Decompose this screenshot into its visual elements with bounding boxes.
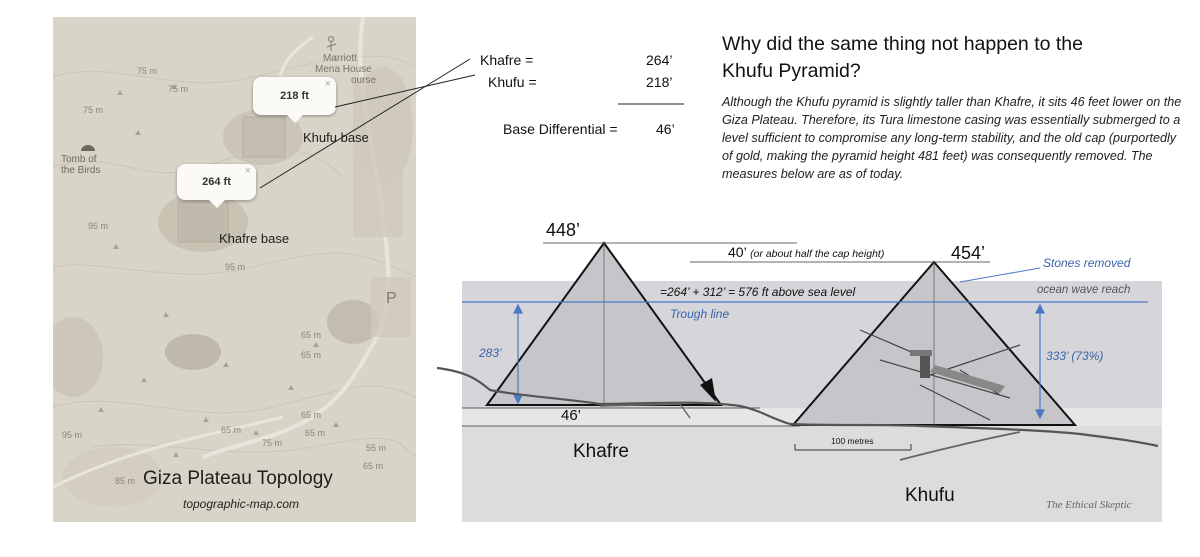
base-differential-label: Base Differential = xyxy=(503,121,618,137)
khufu-depth-label: 333’ (73%) xyxy=(1046,349,1104,363)
place-golf-course: ourse xyxy=(351,75,377,86)
contour-label: 85 m xyxy=(115,476,136,486)
contour-label: 65 m xyxy=(363,461,384,471)
scale-bar-label: 100 metres xyxy=(831,436,874,446)
place-marriott: Marriott xyxy=(323,53,357,64)
heading-line-2: Khufu Pyramid? xyxy=(722,60,861,82)
khafre-base-label: Khafre base xyxy=(219,231,290,246)
close-icon[interactable]: × xyxy=(244,165,251,177)
trough-line-label: Trough line xyxy=(670,307,730,321)
khufu-elevation-value: 218 ft xyxy=(280,90,309,102)
contour-label: 75 m xyxy=(168,84,189,94)
place-mena-house: Mena House xyxy=(315,64,372,75)
contour-label: 65 m xyxy=(221,425,242,435)
khafre-height-label: 448’ xyxy=(546,220,581,240)
contour-label: 65 m xyxy=(301,410,322,420)
khafre-elevation-value: 264 ft xyxy=(202,176,231,188)
khafre-equation-value: 264’ xyxy=(646,52,673,68)
contour-label: 55 m xyxy=(366,443,387,453)
contour-label: 65 m xyxy=(301,330,322,340)
author-signature: The Ethical Skeptic xyxy=(1046,499,1132,511)
kings-chamber xyxy=(920,356,930,378)
stones-removed-label: Stones removed xyxy=(1043,256,1131,270)
contour-label: 75 m xyxy=(83,105,104,115)
contour-label: 95 m xyxy=(62,430,83,440)
cap-difference-label xyxy=(728,244,884,260)
khufu-base-label: Khufu base xyxy=(303,130,369,145)
heading-line-1: Why did the same thing not happen to the xyxy=(722,33,1083,55)
sea-level-label: =264’ + 312’ = 576 ft above sea level xyxy=(660,285,856,299)
base-difference-label: 46’ xyxy=(561,407,582,424)
khufu-name-label: Khufu xyxy=(905,485,955,506)
cap-difference-value: 40’ xyxy=(728,244,747,260)
khafre-depth-label: 283’ xyxy=(479,346,502,360)
place-tomb-line1: Tomb of xyxy=(61,154,97,165)
base-differential-value: 46’ xyxy=(656,121,675,137)
ocean-wave-reach-label: ocean wave reach xyxy=(1037,284,1131,296)
place-tomb-line2: the Birds xyxy=(61,165,101,176)
map-title: Giza Plateau Topology xyxy=(143,468,333,489)
contour-label: 75 m xyxy=(137,66,158,76)
stones-removed-pointer xyxy=(960,268,1040,282)
contour-label: 95 m xyxy=(88,221,109,231)
contour-label: 65 m xyxy=(305,428,326,438)
map-source: topographic-map.com xyxy=(183,497,300,511)
khafre-name-label: Khafre xyxy=(573,441,629,462)
contour-label: 65 m xyxy=(301,350,322,360)
contour-label: 95 m xyxy=(225,262,246,272)
parking-icon: P xyxy=(386,290,397,307)
explanation-paragraph: Although the Khufu pyramid is slightly taller than Khafre, it sits 46 feet lower on the Giza Plateau. Therefore, its Tura limestone casing was essentially submerged to a level sufficient to compromise any long-term stability, and the old cap (purportedly of gold, making the pyramid height 481 feet) was consequently removed. The measures below are as of today. xyxy=(722,95,1182,181)
khufu-height-label: 454’ xyxy=(951,243,986,263)
khufu-equation-value: 218’ xyxy=(646,74,673,90)
cap-difference-note: (or about half the cap height) xyxy=(750,248,885,260)
close-icon[interactable]: × xyxy=(324,78,331,90)
contour-label: 75 m xyxy=(262,438,283,448)
khafre-equation-label: Khafre = xyxy=(480,52,534,68)
khufu-equation-label: Khufu = xyxy=(488,74,537,90)
